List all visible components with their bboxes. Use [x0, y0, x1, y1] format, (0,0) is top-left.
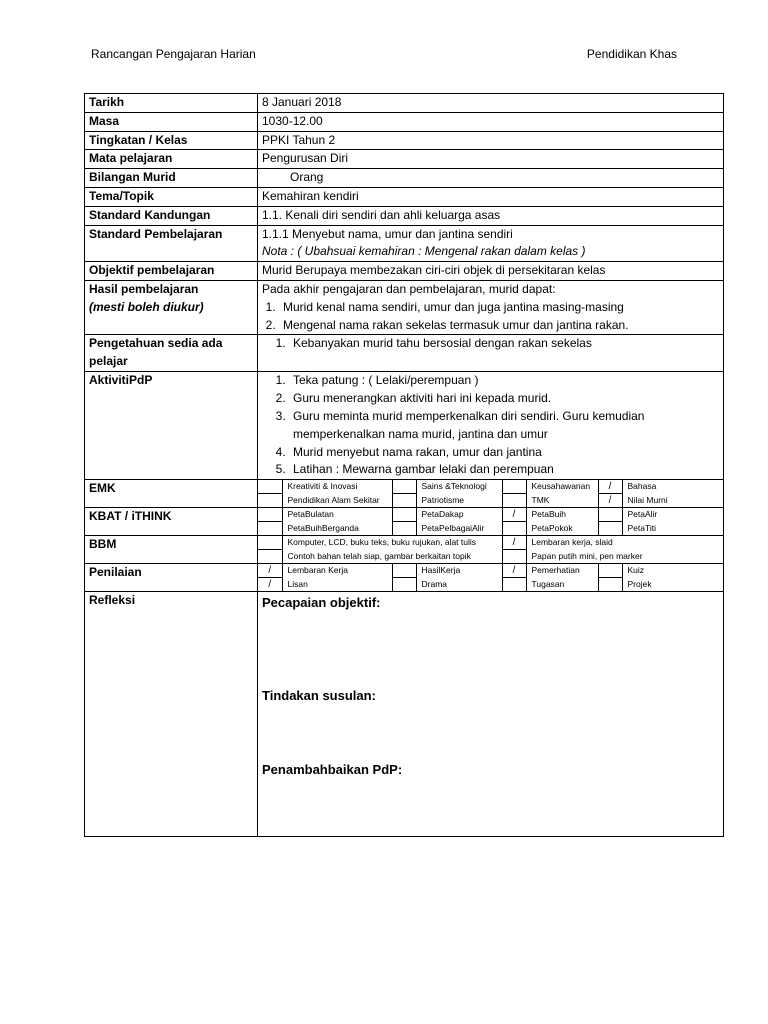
- penilaian-checkbox[interactable]: /: [258, 578, 282, 592]
- label-mata-pelajaran: Mata pelajaran: [85, 150, 258, 169]
- penilaian-option: Lembaran Kerja: [287, 565, 348, 576]
- kbat-checkbox[interactable]: [392, 508, 416, 522]
- value-tarikh: 8 Januari 2018: [258, 94, 724, 113]
- emk-checkbox[interactable]: /: [598, 494, 622, 508]
- emk-option: Bahasa: [627, 481, 657, 492]
- standard-pembelajaran-note: Nota : ( Ubahsuai kemahiran : Mengenal rakan dalam kelas ): [262, 244, 586, 259]
- label-bbm: BBM: [85, 536, 258, 564]
- kbat-checkbox[interactable]: [598, 522, 622, 536]
- header-right: Pendidikan Khas: [586, 47, 677, 61]
- aktiviti-list: [262, 372, 719, 479]
- penilaian-checkbox[interactable]: [392, 578, 416, 592]
- value-mata-pelajaran: Pengurusan Diri: [258, 150, 724, 169]
- emk-option: Sains &Teknologi: [421, 481, 487, 492]
- emk-option: TMK: [531, 494, 550, 505]
- label-standard-pembelajaran: Standard Pembelajaran: [85, 225, 258, 262]
- refleksi-tindakan: Tindakan susulan:: [262, 687, 376, 703]
- row-standard-pembelajaran: [85, 225, 724, 262]
- penilaian-checkbox-grid: [258, 564, 723, 591]
- row-objektif: [85, 262, 724, 281]
- row-hasil: [85, 280, 724, 334]
- aktiviti-item-2: 2. Guru menerangkan aktiviti hari ini kepada murid.: [289, 390, 719, 408]
- aktiviti-item-1: 1. Teka patung : ( Lelaki/perempuan ): [289, 372, 719, 390]
- penilaian-checkbox[interactable]: [502, 578, 526, 592]
- hasil-label-note: (mesti boleh diukur): [89, 299, 204, 314]
- label-standard-kandungan: Standard Kandungan: [85, 206, 258, 225]
- value-bbm: [258, 536, 724, 564]
- bbm-option: Contoh bahan telah siap, gambar berkaitan topik: [287, 550, 471, 561]
- row-bilangan-murid: [85, 169, 724, 188]
- pengetahuan-list: [262, 335, 719, 353]
- emk-option: Kreativiti & Inovasi: [287, 481, 358, 492]
- label-tarikh: Tarikh: [85, 94, 258, 113]
- hasil-item-1: 1. Murid kenal nama sendiri, umur dan juga jantina masing-masing: [279, 299, 719, 317]
- aktiviti-item-3: 3. Guru meminta murid memperkenalkan diri sendiri. Guru kemudian memperkenalkan nama murid, jantina dan umur: [289, 408, 719, 444]
- kbat-checkbox[interactable]: [258, 508, 282, 522]
- label-pengetahuan: Pengetahuan sedia ada pelajar: [85, 335, 258, 372]
- emk-checkbox[interactable]: [502, 480, 526, 494]
- kbat-option: PetaTiti: [627, 522, 657, 533]
- row-tingkatan: [85, 131, 724, 150]
- kbat-checkbox[interactable]: [258, 522, 282, 536]
- emk-checkbox[interactable]: [392, 480, 416, 494]
- value-masa: 1030-12.00: [258, 112, 724, 131]
- kbat-option: PetaBuih: [531, 509, 566, 520]
- penilaian-checkbox[interactable]: [598, 578, 622, 592]
- bbm-option: Papan putih mini, pen marker: [531, 550, 643, 561]
- kbat-option: PetaBuihBerganda: [287, 522, 359, 533]
- value-tema: Kemahiran kendiri: [258, 187, 724, 206]
- kbat-checkbox[interactable]: /: [502, 508, 526, 522]
- penilaian-option: Drama: [421, 578, 448, 589]
- penilaian-option: Lisan: [287, 578, 308, 589]
- penilaian-checkbox[interactable]: [392, 564, 416, 578]
- emk-option: Keusahawanan: [531, 481, 591, 492]
- value-standard-kandungan: 1.1. Kenali diri sendiri dan ahli keluarga asas: [258, 206, 724, 225]
- standard-pembelajaran-text: 1.1.1 Menyebut nama, umur dan jantina sendiri: [262, 226, 513, 241]
- bbm-checkbox[interactable]: /: [502, 536, 526, 550]
- value-kbat: [258, 508, 724, 536]
- emk-checkbox[interactable]: [502, 494, 526, 508]
- kbat-option: PetaDakap: [421, 509, 464, 520]
- hasil-list: [262, 299, 719, 335]
- value-tingkatan: PPKI Tahun 2: [258, 131, 724, 150]
- row-standard-kandungan: [85, 206, 724, 225]
- value-pengetahuan: [258, 335, 724, 372]
- kbat-option: PetaAlir: [627, 509, 658, 520]
- pengetahuan-item-1: 1. Kebanyakan murid tahu bersosial dengan rakan sekelas: [289, 335, 719, 353]
- emk-checkbox-grid: [258, 480, 723, 507]
- label-hasil: [85, 280, 258, 334]
- hasil-item-2: 2. Mengenal nama rakan sekelas termasuk umur dan jantina rakan.: [279, 317, 719, 335]
- lesson-plan-table: [84, 93, 724, 837]
- hasil-intro: Pada akhir pengajaran dan pembelajaran, murid dapat:: [262, 281, 556, 296]
- hasil-label: Hasil pembelajaran: [89, 281, 199, 296]
- penilaian-checkbox[interactable]: [598, 564, 622, 578]
- penilaian-option: Pemerhatian: [531, 565, 580, 576]
- label-refleksi: Refleksi: [85, 592, 258, 837]
- kbat-checkbox[interactable]: [598, 508, 622, 522]
- label-kbat: KBAT / iTHINK: [85, 508, 258, 536]
- aktiviti-item-5: 5. Latihan : Mewarna gambar lelaki dan perempuan: [289, 461, 719, 479]
- row-kbat: [85, 508, 724, 536]
- value-refleksi: [258, 592, 724, 837]
- kbat-option: PetaPelbagaiAlir: [421, 522, 485, 533]
- aktiviti-item-4: 4. Murid menyebut nama rakan, umur dan jantina: [289, 444, 719, 462]
- penilaian-option: Kuiz: [627, 565, 645, 576]
- bbm-checkbox[interactable]: [258, 550, 282, 564]
- label-tema: Tema/Topik: [85, 187, 258, 206]
- penilaian-checkbox[interactable]: /: [502, 564, 526, 578]
- penilaian-option: Tugasan: [531, 578, 565, 589]
- emk-checkbox[interactable]: [392, 494, 416, 508]
- value-bilangan-murid: [258, 169, 724, 188]
- kbat-checkbox[interactable]: [502, 522, 526, 536]
- label-masa: Masa: [85, 112, 258, 131]
- penilaian-option: Projek: [627, 578, 652, 589]
- value-standard-pembelajaran: [258, 225, 724, 262]
- penilaian-checkbox[interactable]: /: [258, 564, 282, 578]
- value-aktiviti: [258, 372, 724, 480]
- emk-checkbox[interactable]: [258, 494, 282, 508]
- emk-option: Nilai Murni: [627, 494, 668, 505]
- value-emk: [258, 480, 724, 508]
- row-tema: [85, 187, 724, 206]
- kbat-checkbox-grid: [258, 508, 723, 535]
- bilangan-unit: Orang: [290, 170, 324, 185]
- row-refleksi: [85, 592, 724, 837]
- kbat-option: PetaBulatan: [287, 509, 334, 520]
- label-objektif: Objektif pembelajaran: [85, 262, 258, 281]
- label-penilaian: Penilaian: [85, 564, 258, 592]
- emk-option: Pendidikan Alam Sekitar: [287, 494, 380, 505]
- row-pengetahuan: [85, 335, 724, 372]
- bbm-checkbox-grid: [258, 536, 723, 563]
- bbm-checkbox[interactable]: [502, 550, 526, 564]
- penilaian-option: HasilKerja: [421, 565, 461, 576]
- kbat-option: PetaPokok: [531, 522, 573, 533]
- bbm-checkbox[interactable]: [258, 536, 282, 550]
- row-emk: [85, 480, 724, 508]
- refleksi-penambahbaikan: Penambahbaikan PdP:: [262, 761, 403, 777]
- row-tarikh: [85, 94, 724, 113]
- value-hasil: [258, 280, 724, 334]
- bbm-option: Lembaran kerja, slaid: [531, 537, 613, 548]
- bbm-option: Komputer, LCD, buku teks, buku rujukan, alat tulis: [287, 537, 477, 548]
- label-aktiviti: AktivitiPdP: [85, 372, 258, 480]
- label-bilangan-murid: Bilangan Murid: [85, 169, 258, 188]
- value-objektif: Murid Berupaya membezakan ciri-ciri objek di persekitaran kelas: [258, 262, 724, 281]
- kbat-checkbox[interactable]: [392, 522, 416, 536]
- row-bbm: [85, 536, 724, 564]
- row-masa: [85, 112, 724, 131]
- row-aktiviti: [85, 372, 724, 480]
- row-penilaian: [85, 564, 724, 592]
- emk-option: Patriotisme: [421, 494, 465, 505]
- row-mata-pelajaran: [85, 150, 724, 169]
- label-tingkatan: Tingkatan / Kelas: [85, 131, 258, 150]
- refleksi-pencapaian: Pecapaian objektif:: [262, 595, 381, 611]
- emk-checkbox[interactable]: [258, 480, 282, 494]
- label-emk: EMK: [85, 480, 258, 508]
- value-penilaian: [258, 564, 724, 592]
- emk-checkbox[interactable]: /: [598, 480, 622, 494]
- header-left: Rancangan Pengajaran Harian: [91, 47, 256, 61]
